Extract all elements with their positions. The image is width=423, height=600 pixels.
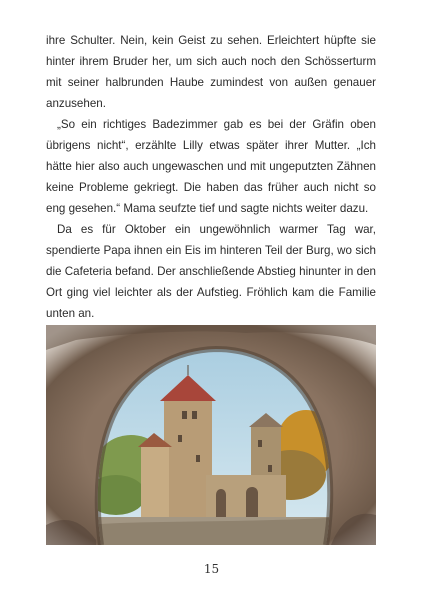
main-tower — [164, 397, 212, 517]
castle-illustration — [46, 325, 376, 545]
story-text — [46, 30, 376, 324]
paragraph-2: „So ein richtiges Badezimmer gab es bei der Gräfin oben übrigens nicht“, erzählte Lilly etwas später ihrer Mutter. „Ich hätte hier also auch ungewaschen und mit ungeputzten Zähnen keine Probleme gekriegt. Die haben das früher auch nicht so eng gesehen.“ Mama seufzte tief und sagte nichts weiter dazu. — [46, 118, 376, 215]
paragraph-1: ihre Schulter. Nein, kein Geist zu sehen. Erleichtert hüpfte sie hinter ihrem Bruder her, um sich auch noch den Schösserturm mit seiner halbrunden Haube zumindest von außen genauer anzusehen. — [46, 34, 376, 110]
castle-through-arch-image — [46, 325, 376, 545]
page-number: 15 — [203, 562, 220, 576]
paragraph-3: Da es für Oktober ein ungewöhnlich warmer Tag war, spendierte Papa ihnen ein Eis im hinteren Teil der Burg, wo sich die Cafeteria befand. Der anschließende Abstieg hinunter in den Ort ging viel leichter als der Aufstieg. Fröhlich kam die Familie unten an. — [46, 223, 376, 320]
